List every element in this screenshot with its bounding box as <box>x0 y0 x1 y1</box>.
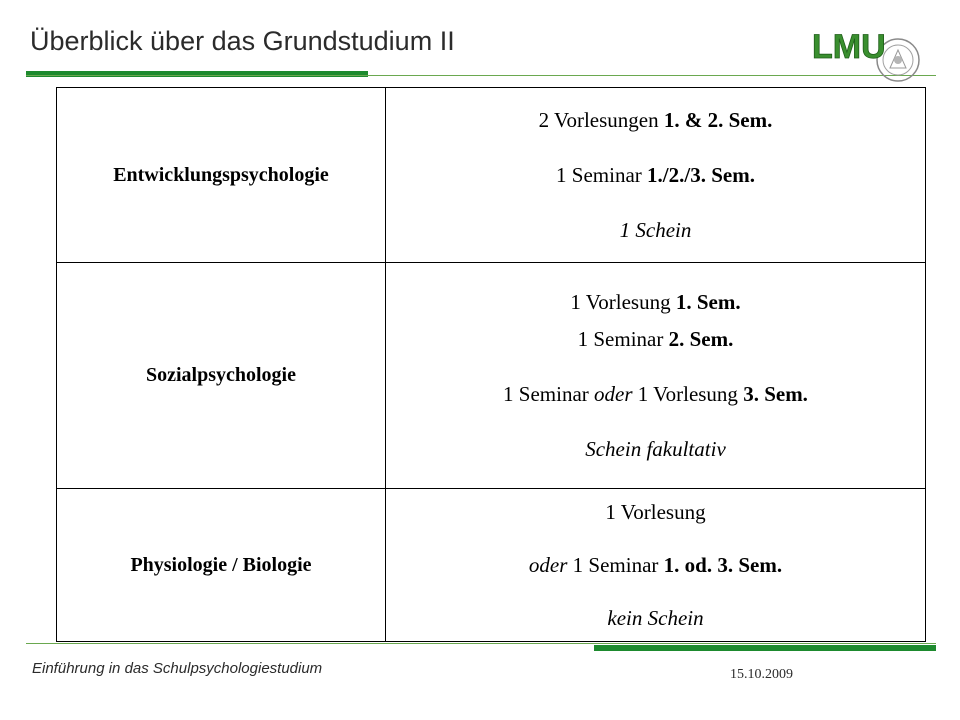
credit-note: Schein fakultativ <box>585 436 726 461</box>
detail-cell <box>386 88 926 263</box>
subject-cell: Entwicklungspsychologie <box>57 88 386 263</box>
slide-title: Überblick über das Grundstudium II <box>30 26 455 56</box>
footer-course-title: Einführung in das Schulpsychologiestudium <box>32 660 323 677</box>
footer-accent-bar <box>594 645 936 651</box>
table-row <box>57 263 926 489</box>
table-row <box>57 489 926 642</box>
subject-cell: Physiologie / Biologie <box>57 489 386 642</box>
header-accent-bar <box>26 71 368 77</box>
detail-line: 1 Seminar 1./2./3. Sem. <box>556 162 755 187</box>
detail-line: 1 Seminar oder 1 Vorlesung 3. Sem. <box>503 381 808 406</box>
logo-text: LMU <box>812 28 886 66</box>
detail-cell <box>386 263 926 489</box>
footer-date: 15.10.2009 <box>730 667 793 682</box>
detail-line: 1 Seminar 2. Sem. <box>577 326 734 351</box>
subject-cell: Sozialpsychologie <box>57 263 386 489</box>
credit-note: 1 Schein <box>619 217 692 242</box>
detail-line: 2 Vorlesungen 1. & 2. Sem. <box>538 107 773 132</box>
course-overview-table <box>56 87 926 642</box>
detail-line: oder 1 Seminar 1. od. 3. Sem. <box>528 552 783 577</box>
lmu-logo <box>810 22 928 82</box>
table-row <box>57 88 926 263</box>
credit-note: kein Schein <box>607 605 704 630</box>
detail-line: 1 Vorlesung 1. Sem. <box>570 289 741 314</box>
footer-divider <box>26 643 936 644</box>
detail-cell <box>386 489 926 642</box>
header-divider <box>26 75 936 76</box>
detail-line: 1 Vorlesung <box>605 499 706 524</box>
